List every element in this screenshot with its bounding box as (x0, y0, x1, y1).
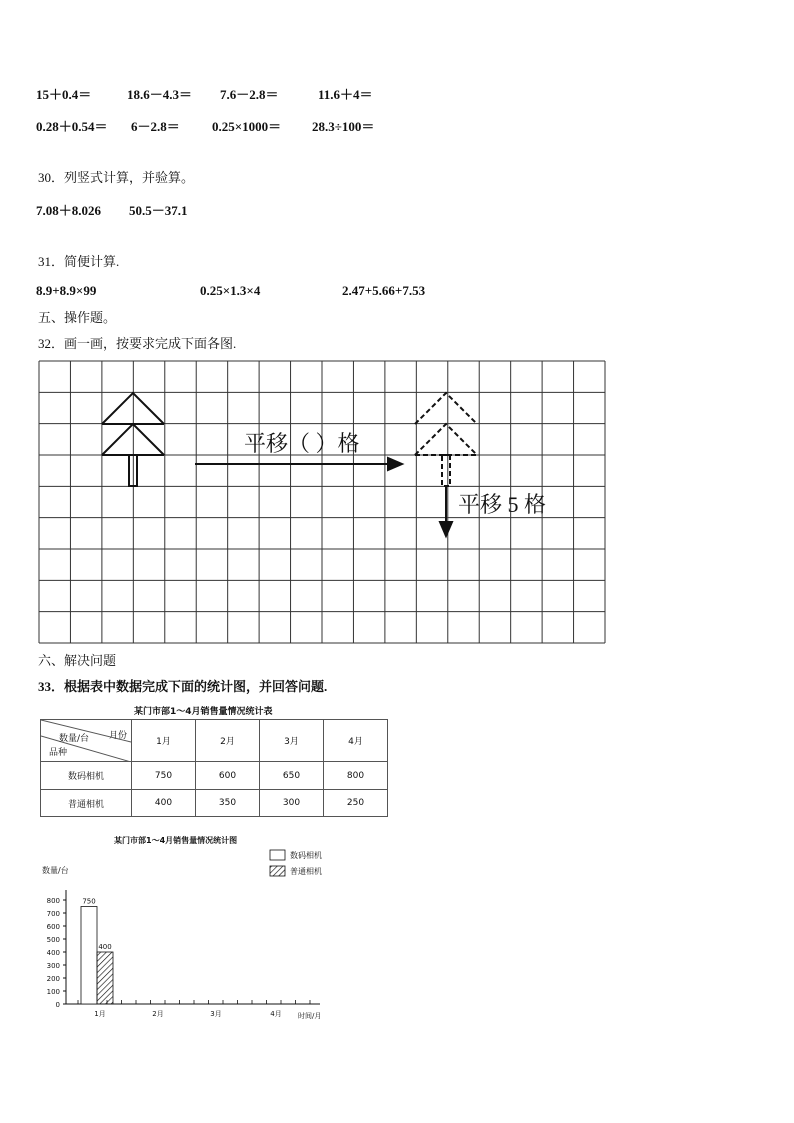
calc-item: 8.9+8.9×99 (36, 283, 97, 298)
x-axis-label: 时间/月 (298, 1012, 322, 1020)
y-tick-label: 400 (46, 949, 60, 957)
table-cell: 600 (196, 762, 260, 790)
bar (81, 907, 97, 1005)
question-30-title: 30．列竖式计算，并验算。 (38, 170, 195, 185)
header-month: 月份 (108, 731, 127, 741)
question-33-title: 33．根据表中数据完成下面的统计图，并回答问题. (38, 679, 328, 694)
question-32-title: 32．画一画，按要求完成下面各图. (38, 336, 237, 351)
calc-item: 0.28＋0.54＝ (36, 119, 108, 134)
label-translate-horizontal: 平移（ ）格 (244, 431, 360, 456)
table-cell: 300 (260, 790, 324, 817)
x-tick-label: 3月 (210, 1010, 222, 1018)
bar (97, 952, 113, 1004)
calc-item: 0.25×1.3×4 (200, 283, 261, 298)
table-row (41, 790, 388, 817)
x-tick-label: 2月 (152, 1010, 164, 1018)
month-header: 1月 (132, 720, 196, 762)
legend-swatch-ordinary (270, 866, 285, 876)
calc-item: 11.6＋4＝ (318, 87, 373, 102)
section-heading: 六、解决问题 (38, 653, 117, 668)
header-kind: 品种 (49, 748, 68, 758)
y-axis-label: 数量/台 (42, 866, 69, 875)
calc-item: 18.6－4.3＝ (127, 87, 193, 102)
table-cell: 400 (132, 790, 196, 817)
sales-bar-chart (30, 830, 350, 1025)
calc-item: 7.6－2.8＝ (220, 87, 279, 102)
row-label: 普通相机 (41, 790, 132, 817)
calc-item: 15＋0.4＝ (36, 87, 92, 102)
question-31-title: 31．简便计算. (38, 254, 120, 269)
arrow-down-icon (440, 486, 452, 536)
label-translate-vertical: 平移 5 格 (458, 492, 547, 517)
table-title: 某门市部1～4月销售量情况统计表 (134, 707, 273, 717)
calc-item: 50.5－37.1 (129, 203, 188, 218)
table-cell: 650 (260, 762, 324, 790)
calc-item: 2.47+5.66+7.53 (342, 283, 426, 298)
header-quantity: 数量/台 (59, 734, 90, 744)
table-cell: 750 (132, 762, 196, 790)
legend-swatch-digital (270, 850, 285, 860)
row-label: 数码相机 (41, 762, 132, 790)
calc-item: 6－2.8＝ (131, 119, 180, 134)
month-header: 4月 (324, 720, 388, 762)
calc-item: 28.3÷100＝ (312, 119, 375, 134)
legend-label: 数码相机 (290, 851, 322, 860)
y-tick-label: 0 (55, 1001, 60, 1009)
chart-title: 某门市部1～4月销售量情况统计图 (114, 836, 238, 845)
y-tick-label: 500 (46, 936, 60, 944)
calc-item: 0.25×1000＝ (212, 119, 282, 134)
month-header: 2月 (196, 720, 260, 762)
data-label: 750 (82, 897, 96, 906)
y-tick-label: 200 (46, 975, 60, 983)
month-header: 3月 (260, 720, 324, 762)
table-row (41, 762, 388, 790)
y-tick-label: 800 (46, 897, 60, 905)
section-heading: 五、操作题。 (38, 310, 117, 325)
tree-translated (415, 393, 477, 486)
y-tick-label: 600 (46, 923, 60, 931)
calc-item: 7.08＋8.026 (36, 203, 102, 218)
data-label: 400 (98, 943, 112, 951)
y-tick-label: 300 (46, 962, 60, 970)
arrow-right-icon (195, 458, 402, 470)
table-cell: 800 (324, 762, 388, 790)
header-diagonal-cell (41, 720, 132, 762)
y-tick-label: 700 (46, 910, 60, 918)
sales-table (40, 719, 388, 817)
table-cell: 250 (324, 790, 388, 817)
table-cell: 350 (196, 790, 260, 817)
translation-grid (38, 360, 606, 646)
x-tick-label: 1月 (94, 1010, 106, 1018)
y-tick-label: 100 (46, 988, 60, 996)
legend-label: 普通相机 (290, 867, 322, 876)
x-tick-label: 4月 (270, 1010, 282, 1018)
